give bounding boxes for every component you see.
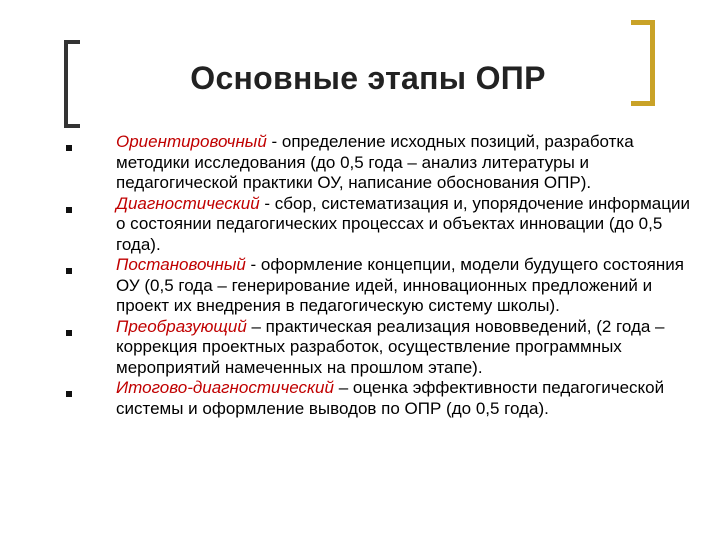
list-item: [60, 378, 700, 419]
square-bullet-icon: [66, 145, 72, 151]
list-item: [60, 317, 700, 379]
square-bullet-icon: [66, 330, 72, 336]
square-bullet-icon: [66, 268, 72, 274]
list-item: [60, 255, 700, 317]
slide-title: Основные этапы ОПР: [190, 60, 546, 96]
stage-description: - оформление концепции, модели будущего состояния ОУ (0,5 года – генерирование идей, инновационных предложений и проект их внедрения в педагогическую систему школы).: [116, 255, 684, 315]
stage-term: Итогово-диагностический: [116, 378, 334, 397]
stage-term: Ориентировочный: [116, 132, 267, 151]
stage-term: Постановочный: [116, 255, 246, 274]
stage-description: – оценка эффективности педагогической системы и оформление выводов по ОПР (до 0,5 года).: [116, 378, 665, 418]
square-bullet-icon: [66, 391, 72, 397]
stage-term: Преобразующий: [116, 316, 247, 336]
stage-description: - определение исходных позиций, разработка методики исследования (до 0,5 года – анализ литературы и педагогической практики ОУ, написание обоснования ОПР).: [116, 132, 634, 192]
bullet-list: [60, 132, 700, 419]
left-bracket-decoration: [64, 40, 80, 128]
list-item: [60, 132, 700, 194]
list-item: [60, 194, 700, 256]
stage-term: Диагностический: [116, 193, 260, 213]
stage-description: - сбор, систематизация и, упорядочение информации о состоянии педагогических процессах и объектах инновации (до 0,5 года).: [116, 193, 690, 254]
stage-description: – практическая реализация нововведений, (2 года – коррекция проектных разработок, осуществление программных мероприятий намеченных на прошлом этапе).: [116, 316, 665, 377]
square-bullet-icon: [66, 207, 72, 213]
